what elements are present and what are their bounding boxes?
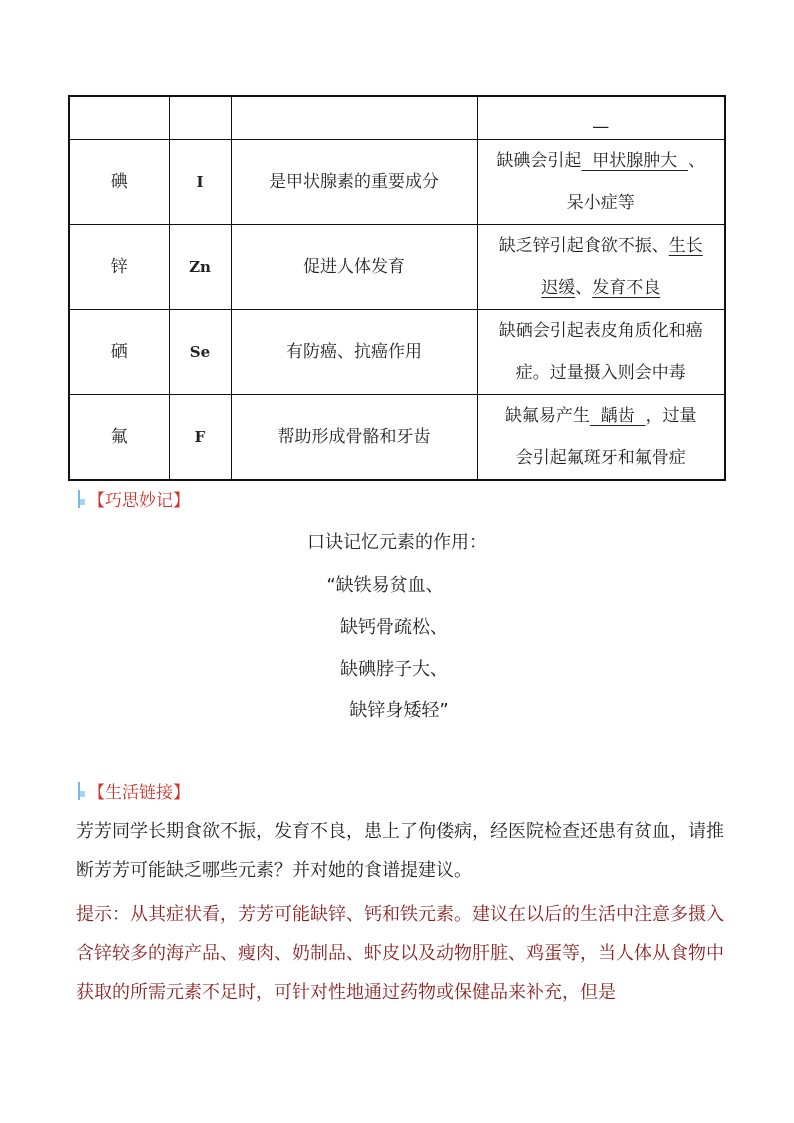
table-cell	[169, 96, 231, 140]
element-deficiency	[477, 395, 725, 481]
underlined-answer: 生长	[668, 236, 703, 256]
table-row	[69, 140, 725, 225]
element-deficiency	[477, 225, 725, 310]
underlined-answer: 迟缓	[541, 278, 576, 298]
text: 缺硒会引起表皮角质化和癌	[498, 321, 703, 341]
element-function: 有防癌、抗癌作用	[231, 310, 477, 395]
text: 缺氟易产生	[504, 406, 590, 426]
table-cell	[231, 96, 477, 140]
text: 、	[688, 151, 706, 171]
element-deficiency	[477, 140, 725, 225]
text: 缺碘会引起	[496, 151, 582, 171]
underlined-answer: 甲状腺肿大	[581, 151, 689, 171]
elements-table	[68, 95, 726, 481]
element-symbol: Se	[169, 310, 231, 395]
element-name: 锌	[69, 225, 169, 310]
table-row	[69, 225, 725, 310]
text: 缺乏锌引起食欲不振、	[498, 236, 669, 256]
flag-icon	[76, 490, 86, 508]
element-symbol: Zn	[169, 225, 231, 310]
table-row	[69, 395, 725, 481]
memory-heading	[76, 486, 190, 511]
table-row	[69, 310, 725, 395]
mnemonic-line: 缺碘脖子大、	[340, 659, 448, 680]
dash-text: —	[592, 117, 610, 137]
element-symbol: I	[169, 140, 231, 225]
element-name: 氟	[69, 395, 169, 481]
life-heading-text: 【生活链接】	[88, 783, 190, 803]
text: 会引起氟斑牙和氟骨症	[515, 448, 686, 468]
mnemonic-line: “缺铁易贫血、	[326, 575, 444, 596]
text: 、	[575, 278, 593, 298]
table-cell	[69, 96, 169, 140]
underlined-answer: 发育不良	[592, 278, 661, 298]
memory-heading-text: 【巧思妙记】	[88, 491, 190, 511]
life-hint: 提示：从其症状看，芳芳可能缺锌、钙和铁元素。建议在以后的生活中注意多摄入含锌较多的海产品、瘦肉、奶制品、虾皮以及动物肝脏、鸡蛋等，当人体从食物中获取的所需元素不足时，可针对性地通过药物或保健品来补充，但是	[76, 904, 724, 1003]
element-deficiency	[477, 310, 725, 395]
underlined-answer: 龋齿	[589, 406, 646, 426]
table-row	[69, 96, 725, 140]
life-heading	[76, 778, 190, 803]
element-name: 硒	[69, 310, 169, 395]
life-question: 芳芳同学长期食欲不振，发育不良，患上了佝偻病，经医院检查还患有贫血，请推断芳芳可能缺乏哪些元素？并对她的食谱提建议。	[76, 821, 724, 881]
mnemonic-line: 缺锌身矮轻”	[349, 700, 449, 721]
text: ，过量	[645, 406, 697, 426]
element-name: 碘	[69, 140, 169, 225]
element-function: 促进人体发育	[231, 225, 477, 310]
table-cell	[477, 96, 725, 140]
mnemonic-line: 缺钙骨疏松、	[340, 617, 448, 638]
element-symbol: F	[169, 395, 231, 481]
flag-icon	[76, 782, 86, 800]
text: 呆小症等	[566, 193, 635, 213]
mnemonic-intro: 口诀记忆元素的作用：	[307, 532, 487, 553]
element-function: 是甲状腺素的重要成分	[231, 140, 477, 225]
element-function: 帮助形成骨骼和牙齿	[231, 395, 477, 481]
text: 症。过量摄入则会中毒	[515, 363, 686, 383]
